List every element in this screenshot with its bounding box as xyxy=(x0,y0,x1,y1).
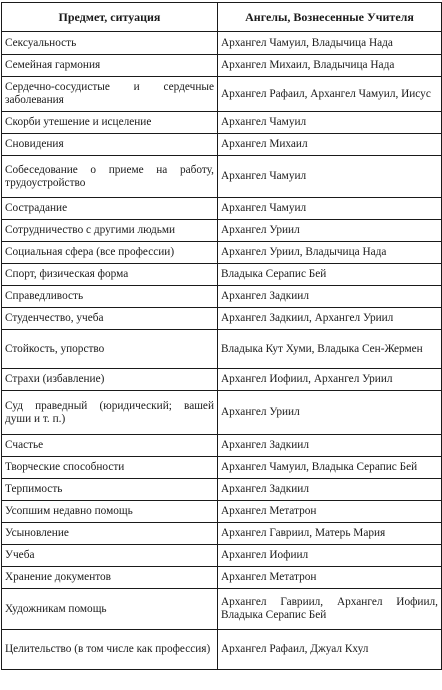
angels-cell: Архангел Уриил, Владычица Нада xyxy=(218,242,442,264)
angels-cell: Архангел Метатрон xyxy=(218,567,442,589)
angels-cell: Архангел Уриил xyxy=(218,391,442,435)
angels-reference-table xyxy=(1,2,442,670)
subject-cell: Сновидения xyxy=(2,134,218,156)
table-row xyxy=(2,391,442,435)
angels-cell: Архангел Гавриил, Архангел Иофиил, Владыка Серапис Бей xyxy=(218,589,442,630)
table-row xyxy=(2,77,442,112)
angels-cell: Архангел Михаил, Владычица Нада xyxy=(218,55,442,77)
subject-cell: Студенчество, учеба xyxy=(2,308,218,330)
subject-cell: Терпимость xyxy=(2,479,218,501)
subject-cell: Художникам помощь xyxy=(2,589,218,630)
table-row xyxy=(2,112,442,134)
subject-cell: Счастье xyxy=(2,435,218,457)
angels-cell: Архангел Чамуил xyxy=(218,112,442,134)
subject-cell: Усыновление xyxy=(2,523,218,545)
table-row xyxy=(2,630,442,670)
angels-cell: Владыка Кут Хуми, Владыка Сен-Жермен xyxy=(218,330,442,369)
angels-cell: Владыка Серапис Бей xyxy=(218,264,442,286)
table-row xyxy=(2,545,442,567)
table-row xyxy=(2,220,442,242)
table-header-row xyxy=(2,3,442,32)
table-row xyxy=(2,479,442,501)
subject-cell: Хранение документов xyxy=(2,567,218,589)
subject-cell: Справедливость xyxy=(2,286,218,308)
table-row xyxy=(2,369,442,391)
subject-cell: Усопшим недавно помощь xyxy=(2,501,218,523)
subject-cell: Творческие способности xyxy=(2,457,218,479)
subject-cell: Скорби утешение и исцеление xyxy=(2,112,218,134)
subject-cell: Суд праведный (юридический; вашей души и т. п.) xyxy=(2,391,218,435)
angels-cell: Архангел Михаил xyxy=(218,134,442,156)
table-row xyxy=(2,134,442,156)
angels-cell: Архангел Чамуил xyxy=(218,156,442,198)
subject-cell: Сотрудничество с другими людьми xyxy=(2,220,218,242)
subject-cell: Социальная сфера (все профессии) xyxy=(2,242,218,264)
angels-cell: Архангел Иофиил xyxy=(218,545,442,567)
table-row xyxy=(2,286,442,308)
column-header-subject: Предмет, ситуация xyxy=(2,3,218,32)
angels-cell: Архангел Метатрон xyxy=(218,501,442,523)
table-row xyxy=(2,457,442,479)
table-row xyxy=(2,32,442,55)
angels-cell: Архангел Рафаил, Джуал Кхул xyxy=(218,630,442,670)
table-row xyxy=(2,264,442,286)
table-row xyxy=(2,55,442,77)
table-row xyxy=(2,501,442,523)
angels-cell: Архангел Задкиил, Архангел Уриил xyxy=(218,308,442,330)
table-row xyxy=(2,330,442,369)
angels-cell: Архангел Рафаил, Архангел Чамуил, Иисус xyxy=(218,77,442,112)
angels-cell: Архангел Задкиил xyxy=(218,286,442,308)
angels-cell: Архангел Чамуил, Владыка Серапис Бей xyxy=(218,457,442,479)
subject-cell: Страхи (избавление) xyxy=(2,369,218,391)
column-header-angels: Ангелы, Вознесенные Учителя xyxy=(218,3,442,32)
angels-cell: Архангел Уриил xyxy=(218,220,442,242)
angels-cell: Архангел Задкиил xyxy=(218,479,442,501)
angels-cell: Архангел Чамуил, Владычица Нада xyxy=(218,32,442,55)
table-row xyxy=(2,589,442,630)
subject-cell: Сердечно-сосудистые и сердечные заболевания xyxy=(2,77,218,112)
angels-cell: Архангел Иофиил, Архангел Уриил xyxy=(218,369,442,391)
table-row xyxy=(2,567,442,589)
table-row xyxy=(2,156,442,198)
angels-cell: Архангел Чамуил xyxy=(218,198,442,220)
table-row xyxy=(2,198,442,220)
subject-cell: Сексуальность xyxy=(2,32,218,55)
subject-cell: Сострадание xyxy=(2,198,218,220)
subject-cell: Стойкость, упорство xyxy=(2,330,218,369)
table-row xyxy=(2,242,442,264)
subject-cell: Целительство (в том числе как профессия) xyxy=(2,630,218,670)
subject-cell: Спорт, физическая форма xyxy=(2,264,218,286)
angels-cell: Архангел Задкиил xyxy=(218,435,442,457)
table-row xyxy=(2,523,442,545)
subject-cell: Семейная гармония xyxy=(2,55,218,77)
angels-cell: Архангел Гавриил, Матерь Мария xyxy=(218,523,442,545)
subject-cell: Учеба xyxy=(2,545,218,567)
table-row xyxy=(2,308,442,330)
table-row xyxy=(2,435,442,457)
subject-cell: Собеседование о приеме на работу, трудоустройство xyxy=(2,156,218,198)
